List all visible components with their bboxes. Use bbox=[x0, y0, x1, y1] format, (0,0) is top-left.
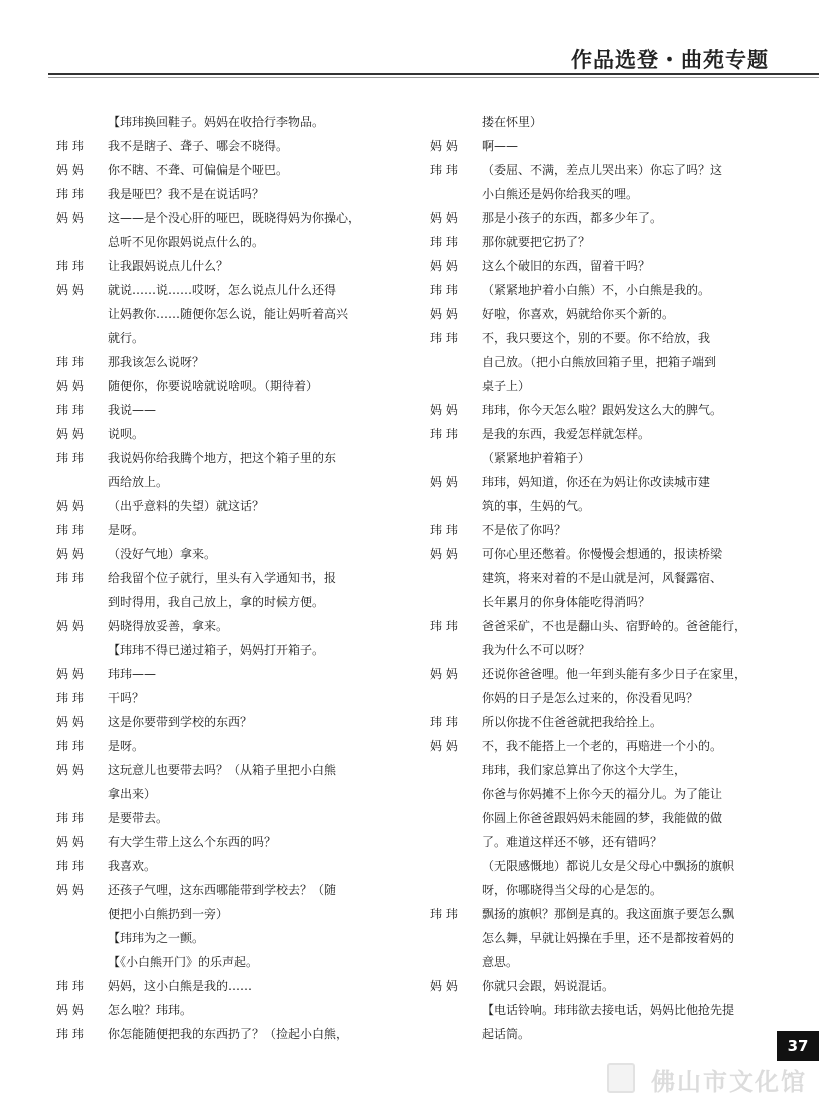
speaker-label: 妈 妈 bbox=[430, 259, 458, 273]
speaker-label: 玮 玮 bbox=[430, 331, 458, 345]
dialogue-text: 不，我不能搭上一个老的，再赔进一个小的。 bbox=[482, 739, 723, 753]
speaker-label: 妈 妈 bbox=[430, 139, 458, 153]
dialogue-line bbox=[430, 374, 770, 398]
header-rule-thin bbox=[48, 77, 819, 78]
dialogue-line bbox=[56, 878, 386, 902]
dialogue-line bbox=[430, 566, 770, 590]
dialogue-text: 总听不见你跟妈说点什么的。 bbox=[108, 235, 265, 249]
dialogue-text: 那我该怎么说呀？ bbox=[108, 355, 205, 369]
dialogue-line bbox=[56, 830, 386, 854]
speaker-label: 玮 玮 bbox=[430, 715, 458, 729]
dialogue-text: 玮玮，妈知道，你还在为妈让你改读城市建 bbox=[482, 475, 711, 489]
dialogue-text: 【玮玮换回鞋子。妈妈在收拾行李物品。 bbox=[108, 115, 325, 129]
dialogue-text: 妈晓得放妥善，拿来。 bbox=[108, 619, 229, 633]
dialogue-text: 玮玮，我们家总算出了你这个大学生， bbox=[482, 763, 687, 777]
speaker-label: 玮 玮 bbox=[56, 571, 84, 585]
building-icon bbox=[607, 1063, 635, 1093]
dialogue-text: 筑的事，生妈的气。 bbox=[482, 499, 591, 513]
dialogue-text: 妈妈，这小白熊是我的…… bbox=[108, 979, 253, 993]
dialogue-line bbox=[430, 542, 770, 566]
dialogue-text: 有大学生带上这么个东西的吗？ bbox=[108, 835, 277, 849]
dialogue-text: 不是依了你吗？ bbox=[482, 523, 567, 537]
dialogue-text: 【电话铃响。玮玮欲去接电话，妈妈比他抢先提 bbox=[482, 1003, 735, 1017]
dialogue-line bbox=[56, 782, 386, 806]
dialogue-text: 你就只会跟，妈说混话。 bbox=[482, 979, 615, 993]
dialogue-text: 我为什么不可以呀？ bbox=[482, 643, 591, 657]
dialogue-text: （出乎意料的失望）就这话？ bbox=[108, 499, 265, 513]
dialogue-text: 就说……说……哎呀，怎么说点儿什么还得 bbox=[108, 283, 337, 297]
dialogue-line bbox=[56, 734, 386, 758]
dialogue-text: 拿出来） bbox=[108, 787, 157, 801]
speaker-label: 玮 玮 bbox=[430, 235, 458, 249]
speaker-label: 玮 玮 bbox=[56, 403, 84, 417]
dialogue-line bbox=[56, 230, 386, 254]
speaker-label: 玮 玮 bbox=[430, 907, 458, 921]
dialogue-text: 建筑，将来对着的不是山就是河，风餐露宿、 bbox=[482, 571, 723, 585]
speaker-label: 妈 妈 bbox=[56, 547, 84, 561]
speaker-label: 玮 玮 bbox=[56, 811, 84, 825]
page-number: 37 bbox=[777, 1031, 819, 1061]
dialogue-line bbox=[56, 302, 386, 326]
dialogue-text: （紧紧地护着小白熊）不，小白熊是我的。 bbox=[482, 283, 711, 297]
dialogue-line bbox=[430, 1022, 770, 1046]
dialogue-text: 你妈的日子是怎么过来的，你没看见吗？ bbox=[482, 691, 699, 705]
dialogue-text: 便把小白熊扔到一旁） bbox=[108, 907, 229, 921]
dialogue-line bbox=[56, 422, 386, 446]
dialogue-line bbox=[430, 134, 770, 158]
dialogue-line bbox=[430, 854, 770, 878]
dialogue-line bbox=[430, 902, 770, 926]
dialogue-line bbox=[56, 158, 386, 182]
dialogue-line bbox=[56, 1022, 386, 1046]
dialogue-text: 让我跟妈说点儿什么？ bbox=[108, 259, 229, 273]
dialogue-line bbox=[56, 110, 386, 134]
dialogue-text: 你圆上你爸爸跟妈妈未能圆的梦，我能做的做 bbox=[482, 811, 723, 825]
dialogue-line bbox=[56, 182, 386, 206]
dialogue-text: 爸爸采矿，不也是翻山头、宿野岭的。爸爸能行， bbox=[482, 619, 747, 633]
dialogue-line bbox=[430, 494, 770, 518]
dialogue-line bbox=[56, 254, 386, 278]
dialogue-text: 搂在怀里） bbox=[482, 115, 543, 129]
dialogue-line bbox=[56, 686, 386, 710]
speaker-label: 妈 妈 bbox=[430, 739, 458, 753]
dialogue-text: 【玮玮为之一颤。 bbox=[108, 931, 205, 945]
speaker-label: 玮 玮 bbox=[56, 859, 84, 873]
dialogue-line bbox=[430, 686, 770, 710]
dialogue-line bbox=[430, 950, 770, 974]
dialogue-line bbox=[56, 326, 386, 350]
speaker-label: 玮 玮 bbox=[430, 619, 458, 633]
speaker-label: 妈 妈 bbox=[430, 547, 458, 561]
script-column-right bbox=[430, 110, 770, 1046]
speaker-label: 玮 玮 bbox=[56, 355, 84, 369]
dialogue-text: 不，我只要这个，别的不要。你不给放，我 bbox=[482, 331, 711, 345]
dialogue-text: 那是小孩子的东西，都多少年了。 bbox=[482, 211, 663, 225]
dialogue-line bbox=[430, 278, 770, 302]
dialogue-line bbox=[56, 950, 386, 974]
dialogue-text: 让妈教你……随便你怎么说，能让妈听着高兴 bbox=[108, 307, 349, 321]
dialogue-text: 【《小白熊开门》的乐声起。 bbox=[108, 955, 259, 969]
dialogue-text: 呀，你哪晓得当父母的心是怎的。 bbox=[482, 883, 663, 897]
dialogue-text: 了。难道这样还不够，还有错吗？ bbox=[482, 835, 663, 849]
dialogue-line bbox=[56, 662, 386, 686]
dialogue-line bbox=[56, 998, 386, 1022]
speaker-label: 妈 妈 bbox=[56, 379, 84, 393]
dialogue-text: 怎么啦？玮玮。 bbox=[108, 1003, 193, 1017]
dialogue-line bbox=[430, 470, 770, 494]
page-header-title: 作品选登・曲苑专题 bbox=[571, 48, 769, 72]
dialogue-text: 说呗。 bbox=[108, 427, 145, 441]
dialogue-text: 小白熊还是妈你给我买的哩。 bbox=[482, 187, 639, 201]
speaker-label: 妈 妈 bbox=[56, 499, 84, 513]
dialogue-line bbox=[430, 782, 770, 806]
dialogue-line bbox=[56, 902, 386, 926]
dialogue-text: 桌子上） bbox=[482, 379, 531, 393]
dialogue-line bbox=[430, 710, 770, 734]
dialogue-line bbox=[430, 206, 770, 230]
speaker-label: 妈 妈 bbox=[56, 835, 84, 849]
dialogue-text: 这么个破旧的东西，留着干吗？ bbox=[482, 259, 651, 273]
dialogue-line bbox=[430, 110, 770, 134]
dialogue-line bbox=[430, 158, 770, 182]
dialogue-text: 【玮玮不得已递过箱子，妈妈打开箱子。 bbox=[108, 643, 325, 657]
dialogue-text: 是要带去。 bbox=[108, 811, 169, 825]
dialogue-text: 我说妈你给我腾个地方，把这个箱子里的东 bbox=[108, 451, 337, 465]
speaker-label: 妈 妈 bbox=[56, 763, 84, 777]
speaker-label: 妈 妈 bbox=[56, 283, 84, 297]
speaker-label: 玮 玮 bbox=[56, 451, 84, 465]
dialogue-text: 可你心里还憋着。你慢慢会想通的，报读桥梁 bbox=[482, 547, 723, 561]
dialogue-line bbox=[430, 998, 770, 1022]
speaker-label: 妈 妈 bbox=[56, 211, 84, 225]
speaker-label: 妈 妈 bbox=[430, 475, 458, 489]
speaker-label: 玮 玮 bbox=[56, 187, 84, 201]
dialogue-text: 是呀。 bbox=[108, 523, 145, 537]
dialogue-line bbox=[430, 662, 770, 686]
dialogue-line bbox=[56, 374, 386, 398]
dialogue-line bbox=[430, 182, 770, 206]
dialogue-text: （委屈、不满，差点儿哭出来）你忘了吗？这 bbox=[482, 163, 723, 177]
speaker-label: 妈 妈 bbox=[56, 883, 84, 897]
dialogue-text: 啊—— bbox=[482, 139, 519, 153]
speaker-label: 玮 玮 bbox=[56, 139, 84, 153]
dialogue-text: 我喜欢。 bbox=[108, 859, 157, 873]
dialogue-text: 所以你拢不住爸爸就把我给拴上。 bbox=[482, 715, 663, 729]
dialogue-line bbox=[56, 758, 386, 782]
dialogue-line bbox=[56, 926, 386, 950]
speaker-label: 玮 玮 bbox=[56, 739, 84, 753]
dialogue-line bbox=[430, 758, 770, 782]
dialogue-text: 是我的东西，我爱怎样就怎样。 bbox=[482, 427, 651, 441]
dialogue-text: 长年累月的你身体能吃得消吗？ bbox=[482, 595, 651, 609]
dialogue-line bbox=[56, 206, 386, 230]
dialogue-text: 还说你爸爸哩。他一年到头能有多少日子在家里， bbox=[482, 667, 747, 681]
dialogue-text: 随便你，你要说啥就说啥呗。（期待着） bbox=[108, 379, 319, 393]
dialogue-text: 这是你要带到学校的东西？ bbox=[108, 715, 253, 729]
dialogue-text: 我说—— bbox=[108, 403, 157, 417]
script-column-left bbox=[56, 110, 386, 1046]
dialogue-line bbox=[56, 446, 386, 470]
dialogue-line bbox=[56, 542, 386, 566]
dialogue-text: 你不瞎、不聋、可偏偏是个哑巴。 bbox=[108, 163, 289, 177]
dialogue-line bbox=[430, 350, 770, 374]
dialogue-text: 你爸与你妈摊不上你今天的福分儿。为了能让 bbox=[482, 787, 723, 801]
speaker-label: 妈 妈 bbox=[430, 403, 458, 417]
dialogue-line bbox=[430, 398, 770, 422]
dialogue-text: 给我留个位子就行，里头有入学通知书，报 bbox=[108, 571, 337, 585]
dialogue-text: 起话筒。 bbox=[482, 1027, 531, 1041]
speaker-label: 玮 玮 bbox=[56, 979, 84, 993]
dialogue-text: 还孩子气哩，这东西哪能带到学校去？（随 bbox=[108, 883, 337, 897]
dialogue-text: 怎么舞，早就让妈操在手里，还不是都按着妈的 bbox=[482, 931, 735, 945]
dialogue-line bbox=[56, 710, 386, 734]
dialogue-line bbox=[56, 398, 386, 422]
dialogue-text: 西给放上。 bbox=[108, 475, 169, 489]
dialogue-line bbox=[430, 926, 770, 950]
speaker-label: 妈 妈 bbox=[430, 667, 458, 681]
dialogue-text: 就行。 bbox=[108, 331, 145, 345]
speaker-label: 妈 妈 bbox=[56, 715, 84, 729]
speaker-label: 玮 玮 bbox=[56, 1027, 84, 1041]
header-rule bbox=[48, 73, 819, 75]
dialogue-line bbox=[56, 494, 386, 518]
dialogue-text: （紧紧地护着箱子） bbox=[482, 451, 591, 465]
dialogue-line bbox=[56, 350, 386, 374]
speaker-label: 玮 玮 bbox=[56, 523, 84, 537]
speaker-label: 玮 玮 bbox=[430, 283, 458, 297]
speaker-label: 妈 妈 bbox=[56, 1003, 84, 1017]
dialogue-line bbox=[430, 974, 770, 998]
dialogue-line bbox=[56, 854, 386, 878]
dialogue-line bbox=[56, 974, 386, 998]
dialogue-line bbox=[430, 614, 770, 638]
dialogue-text: 玮玮—— bbox=[108, 667, 157, 681]
dialogue-text: 那你就要把它扔了？ bbox=[482, 235, 591, 249]
dialogue-line bbox=[430, 422, 770, 446]
dialogue-line bbox=[430, 734, 770, 758]
speaker-label: 妈 妈 bbox=[56, 667, 84, 681]
speaker-label: 妈 妈 bbox=[430, 211, 458, 225]
dialogue-text: 自己放。（把小白熊放回箱子里，把箱子端到 bbox=[482, 355, 717, 369]
speaker-label: 妈 妈 bbox=[56, 619, 84, 633]
speaker-label: 玮 玮 bbox=[430, 427, 458, 441]
dialogue-text: 我是哑巴？我不是在说话吗？ bbox=[108, 187, 265, 201]
speaker-label: 玮 玮 bbox=[430, 523, 458, 537]
dialogue-line bbox=[430, 830, 770, 854]
dialogue-line bbox=[430, 518, 770, 542]
dialogue-text: 玮玮，你今天怎么啦？跟妈发这么大的脾气。 bbox=[482, 403, 723, 417]
dialogue-line bbox=[430, 302, 770, 326]
speaker-label: 玮 玮 bbox=[56, 691, 84, 705]
dialogue-text: 到时得用，我自己放上，拿的时候方便。 bbox=[108, 595, 325, 609]
dialogue-line bbox=[56, 806, 386, 830]
dialogue-text: 干吗？ bbox=[108, 691, 145, 705]
dialogue-text: 你怎能随便把我的东西扔了？（捡起小白熊， bbox=[108, 1027, 349, 1041]
dialogue-line bbox=[430, 806, 770, 830]
dialogue-line bbox=[430, 230, 770, 254]
dialogue-line bbox=[56, 590, 386, 614]
dialogue-line bbox=[430, 878, 770, 902]
dialogue-line bbox=[56, 566, 386, 590]
dialogue-text: 我不是瞎子、聋子、哪会不晓得。 bbox=[108, 139, 289, 153]
speaker-label: 妈 妈 bbox=[430, 979, 458, 993]
dialogue-text: 是呀。 bbox=[108, 739, 145, 753]
dialogue-text: 这玩意儿也要带去吗？（从箱子里把小白熊 bbox=[108, 763, 337, 777]
dialogue-line bbox=[56, 278, 386, 302]
dialogue-line bbox=[430, 254, 770, 278]
dialogue-line bbox=[430, 638, 770, 662]
dialogue-text: 飘扬的旗帜？那倒是真的。我这面旗子要怎么飘 bbox=[482, 907, 735, 921]
dialogue-line bbox=[430, 326, 770, 350]
dialogue-line bbox=[56, 470, 386, 494]
speaker-label: 妈 妈 bbox=[56, 427, 84, 441]
dialogue-text: （无限感慨地）都说儿女是父母心中飘扬的旗帜 bbox=[482, 859, 735, 873]
dialogue-line bbox=[56, 134, 386, 158]
speaker-label: 妈 妈 bbox=[430, 307, 458, 321]
dialogue-line bbox=[56, 518, 386, 542]
speaker-label: 妈 妈 bbox=[56, 163, 84, 177]
dialogue-line bbox=[430, 590, 770, 614]
dialogue-text: 意思。 bbox=[482, 955, 519, 969]
dialogue-line bbox=[56, 614, 386, 638]
dialogue-text: （没好气地）拿来。 bbox=[108, 547, 217, 561]
dialogue-line bbox=[430, 446, 770, 470]
watermark-logo: 佛山市文化馆 bbox=[651, 1067, 807, 1096]
speaker-label: 玮 玮 bbox=[56, 259, 84, 273]
dialogue-line bbox=[56, 638, 386, 662]
dialogue-text: 这——是个没心肝的哑巴，既晓得妈为你操心， bbox=[108, 211, 361, 225]
dialogue-text: 好啦，你喜欢，妈就给你买个新的。 bbox=[482, 307, 675, 321]
speaker-label: 玮 玮 bbox=[430, 163, 458, 177]
